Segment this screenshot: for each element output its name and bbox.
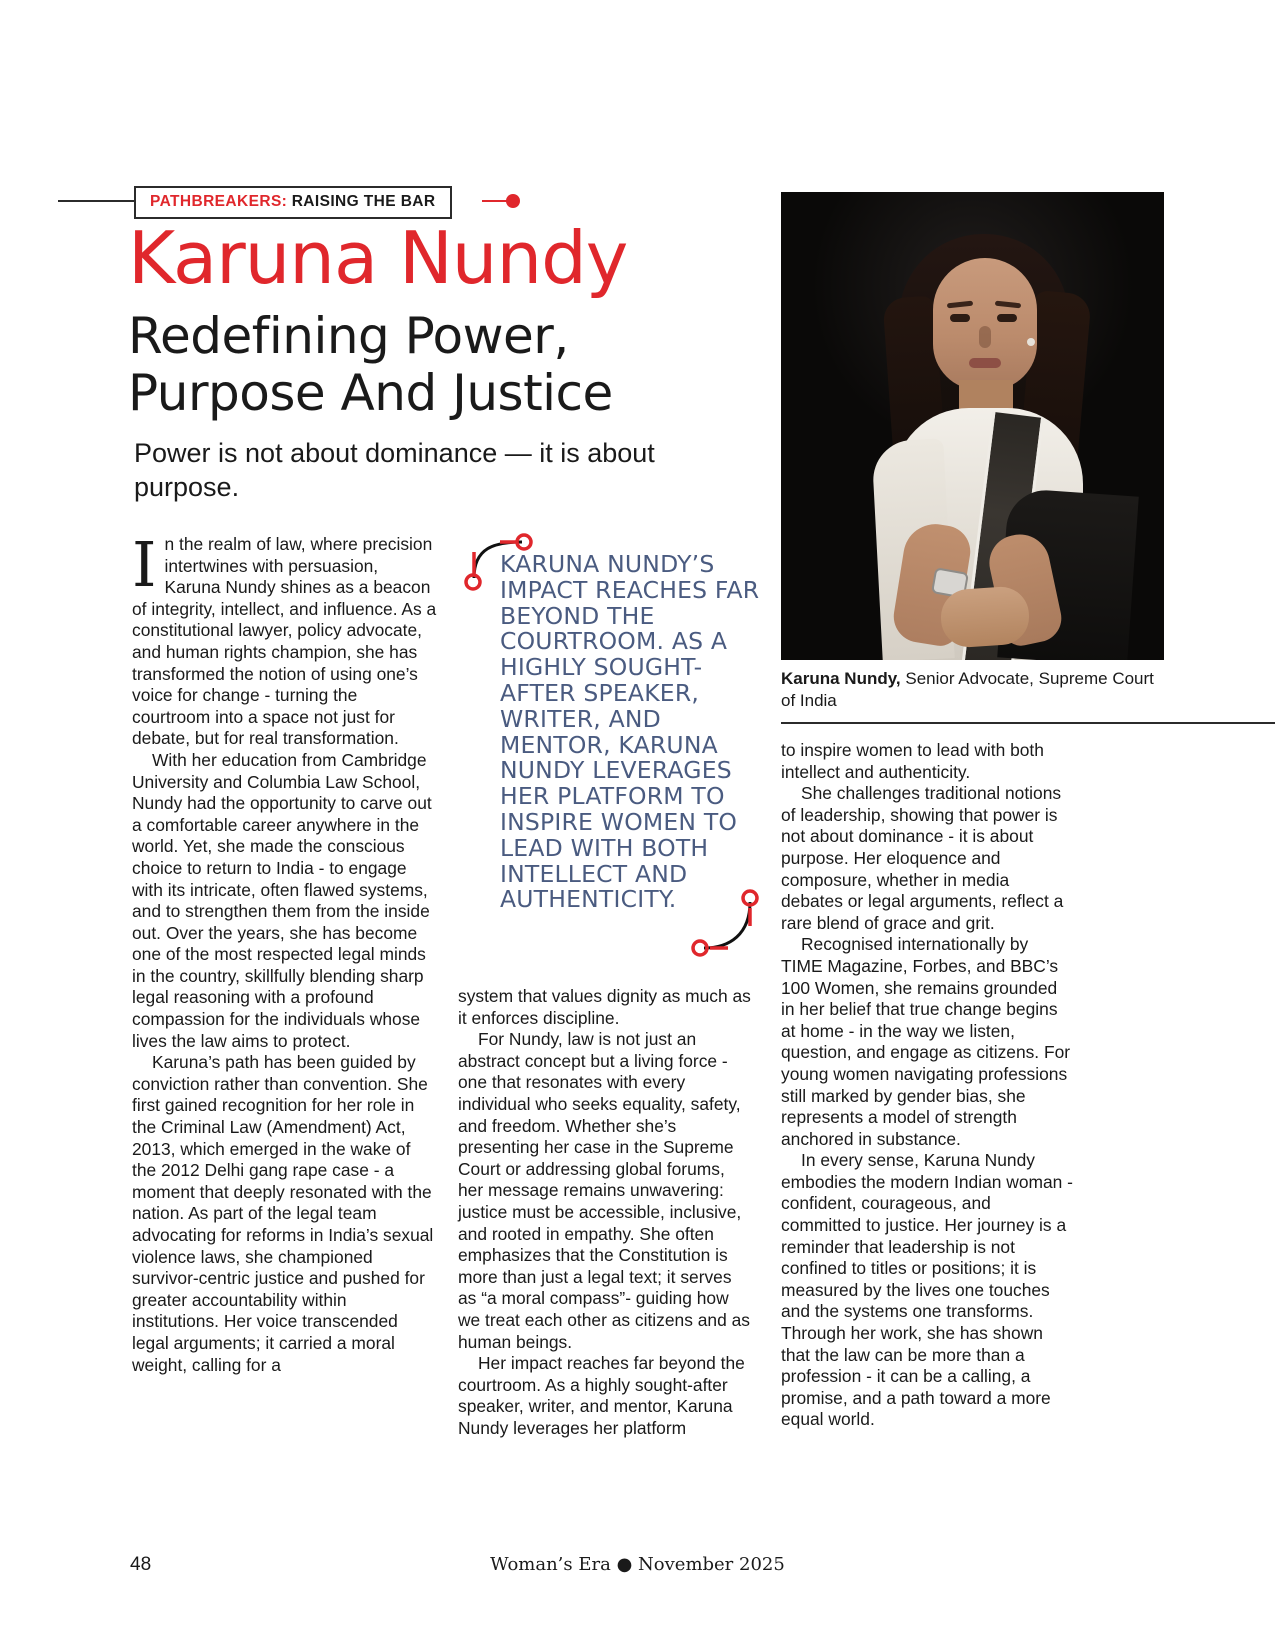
photo-caption-name: Karuna Nundy, xyxy=(781,669,901,688)
kicker xyxy=(58,186,538,216)
photo-nose xyxy=(979,326,991,348)
pull-quote: KARUNA NUNDY’S IMPACT REACHES FAR BEYOND THE COURTROOM. AS A HIGHLY SOUGHT-AFTER SPEAKER, WRITER, AND MENTOR, KARUNA NUNDY LEVERAGES HER PLATFORM TO INSPIRE WOMEN TO LEAD WITH BOTH INTELLECT AND AUTHENTICITY. xyxy=(500,550,760,914)
photo-lips xyxy=(969,358,1001,368)
photo-eye-right xyxy=(997,314,1017,322)
kicker-box xyxy=(134,186,452,219)
body-paragraph: system that values dignity as much as it enforces discipline. xyxy=(458,986,751,1028)
subtitle-line-1: Redefining Power, xyxy=(128,307,569,365)
body-paragraph: Recognised internationally by TIME Magazine, Forbes, and BBC’s 100 Women, she remains grounded in her belief that true change begins at home - in the way we listen, question, and engage as citizens. For young women navigating professions still marked by gender bias, she represents a model of strength anchored in substance. xyxy=(781,934,1071,1149)
body-paragraph: Her impact reaches far beyond the courtroom. As a highly sought-after speaker, writer, and mentor, Karuna Nundy leverages her platform xyxy=(458,1353,745,1438)
photo-caption xyxy=(781,668,1163,712)
footer-issue-date: November 2025 xyxy=(638,1554,785,1575)
body-paragraph: With her education from Cambridge University and Columbia Law School, Nundy had the opportunity to carve out a comfortable career anywhere in the world. Yet, she made the conscious choice to return to India - to engage with its intricate, often flawed systems, and to strengthen them from the inside out. Over the years, she has become one of the most respected legal minds in the country, skillfully blending sharp legal reasoning with a profound compassion for the individuals whose lives the law aims to protect. xyxy=(132,749,432,1051)
portrait-photo xyxy=(781,192,1164,660)
body-paragraph: For Nundy, law is not just an abstract concept but a living force - one that resonates with every individual who seeks equality, safety, and freedom. Whether she’s presenting her case in the Supreme Court or addressing global forums, her message remains unwavering: justice must be accessible, inclusive, and rooted in empathy. She often emphasizes that the Constitution is more than just a legal text; it serves as “a moral compass”- guiding how we treat each other as citizens and as human beings. xyxy=(458,1029,750,1352)
photo-face xyxy=(933,258,1037,390)
body-column-3 xyxy=(781,740,1073,1431)
photo-hands xyxy=(939,585,1031,649)
body-paragraph: to inspire women to lead with both intellect and authenticity. xyxy=(781,740,1044,782)
body-paragraph xyxy=(132,528,438,750)
caption-divider xyxy=(781,722,1275,724)
body-column-1 xyxy=(132,528,438,1376)
footer-bullet-icon: ● xyxy=(616,1554,633,1575)
footer-issue-line xyxy=(0,1554,1275,1575)
photo-eye-left xyxy=(950,314,970,322)
kicker-label-dark: RAISING THE BAR xyxy=(291,193,436,210)
kicker-rule xyxy=(58,200,136,202)
page-title: Karuna Nundy xyxy=(128,216,628,300)
body-column-2 xyxy=(458,986,754,1439)
page-number: 48 xyxy=(130,1554,152,1575)
drop-cap: I xyxy=(132,528,157,601)
body-paragraph: She challenges traditional notions of leadership, showing that power is not about dominance - it is about purpose. Her eloquence and composure, whether in media debates or legal arguments, reflect a rare blend of grace and grit. xyxy=(781,783,1064,933)
body-paragraph: In every sense, Karuna Nundy embodies the modern Indian woman - confident, courageous, and committed to justice. Her journey is a reminder that leadership is not confined to titles or positions; it is measured by the lives one touches and the systems one transforms. Through her work, she has shown that the law can be more than a profession - it can be a calling, a promise, and a path toward a more equal world. xyxy=(781,1150,1073,1430)
body-paragraph: Karuna’s path has been guided by conviction rather than convention. She first gained recognition for her role in the Criminal Law (Amendment) Act, 2013, which emerged in the wake of the 2012 Delhi gang rape case - a moment that deeply resonated with the nation. As part of the legal team advocating for reforms in India’s sexual violence laws, she championed survivor-centric justice and pushed for greater accountability within institutions. Her voice transcended legal arguments; it carried a moral weight, calling for a xyxy=(132,1052,434,1375)
photo-earring xyxy=(1027,338,1035,346)
photo-caption-role: Senior Advocate, Supreme Court of India xyxy=(781,669,1154,710)
kicker-dot-icon xyxy=(506,194,520,208)
page-deck: Power is not about dominance — it is about purpose. xyxy=(134,438,655,502)
footer-magazine-name: Woman’s Era xyxy=(490,1554,611,1575)
page-subtitle xyxy=(128,308,748,422)
body-text: n the realm of law, where precision intertwines with persuasion, Karuna Nundy shines as a beacon of integrity, intellect, and influence. As a constitutional lawyer, policy advocate, and human rights champion, she has transformed the notion of using one’s voice for change - turning the courtroom into a space not just for debate, but for real transformation. xyxy=(132,534,437,749)
subtitle-line-2: Purpose And Justice xyxy=(128,364,613,422)
kicker-label-red: PATHBREAKERS: xyxy=(150,193,288,210)
